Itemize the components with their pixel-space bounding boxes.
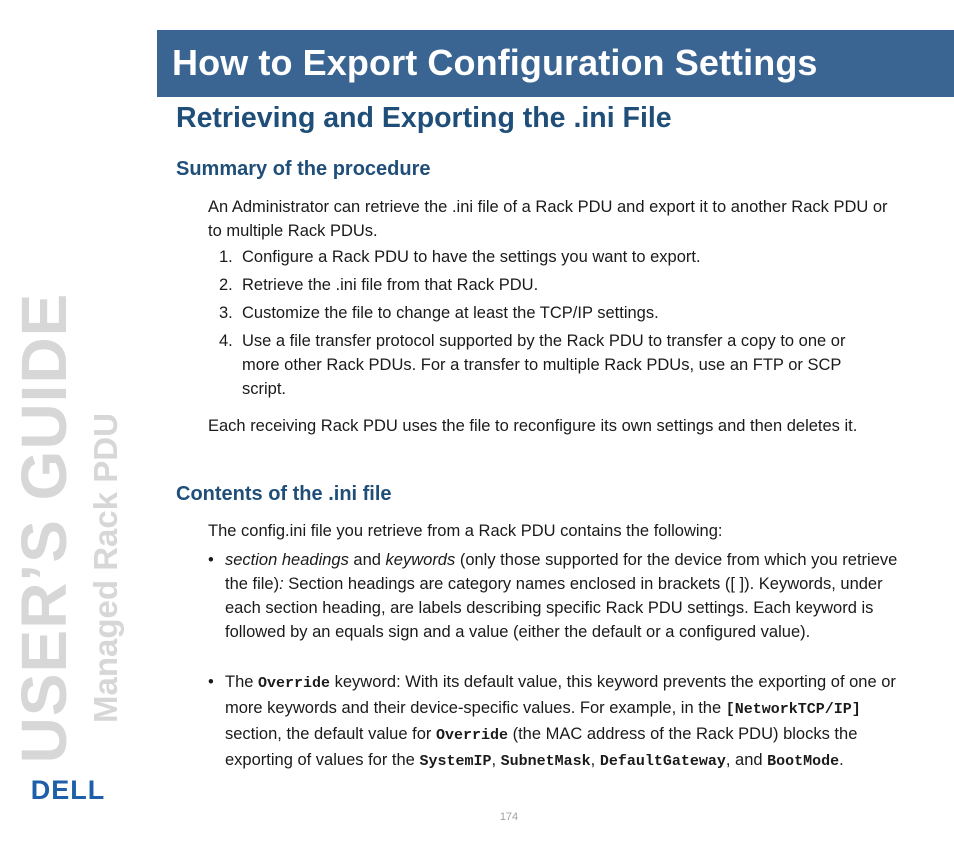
bullet-override-keyword: The Override keyword: With its default value, this keyword prevents the exporting of one or more keywords and their device-specific values. For example, in the [NetworkTCP/IP] section, the default value for Override (the MAC address of the Rack PDU) blocks the exporting of values for the SystemIP, SubnetMask, DefaultGateway, and BootMode. (225, 673, 896, 770)
section-title: Retrieving and Exporting the .ini File (176, 102, 672, 134)
step-text: Configure a Rack PDU to have the settings you want to export. (242, 248, 701, 266)
sidebar-users-guide: USER’S GUIDE (8, 292, 80, 764)
page-number: 174 (499, 811, 519, 823)
step-number: 4. (219, 332, 233, 350)
summary-intro: An Administrator can retrieve the .ini file of a Rack PDU and export it to another Rack PDU or to multiple Rack PDUs. (208, 198, 888, 240)
contents-intro: The config.ini file you retrieve from a Rack PDU contains the following: (208, 522, 723, 540)
step-text: Customize the file to change at least the TCP/IP settings. (242, 304, 659, 322)
page-title: How to Export Configuration Settings (172, 42, 818, 83)
step-text: Retrieve the .ini file from that Rack PDU. (242, 276, 539, 294)
bullet-section-headings: section headings and keywords (only those supported for the device from which you retrieve the file): Section headings are category names enclosed in brackets ([ ]). Keywords, under each section heading, are labels describing specific Rack PDU settings. Each keyword is followed by an equals sign and a value (either the default or a configured value). (225, 551, 898, 641)
summary-heading: Summary of the procedure (176, 158, 431, 180)
contents-heading: Contents of the .ini file (176, 483, 392, 505)
dell-logo (24, 776, 112, 804)
bullet-marker: • (208, 673, 214, 691)
summary-outro: Each receiving Rack PDU uses the file to reconfigure its own settings and then deletes it. (208, 417, 858, 435)
dell-logo-text: DELL (30, 776, 106, 804)
step-number: 3. (219, 304, 233, 322)
step-text: Use a file transfer protocol supported by the Rack PDU to transfer a copy to one or more other Rack PDUs. For a transfer to multiple Rack PDUs, use an FTP or SCP script. (242, 332, 846, 398)
step-number: 2. (219, 276, 233, 294)
title-banner (157, 30, 954, 97)
bullet-marker: • (208, 551, 214, 569)
step-number: 1. (219, 248, 233, 266)
sidebar-product-name: Managed Rack PDU (87, 413, 124, 723)
